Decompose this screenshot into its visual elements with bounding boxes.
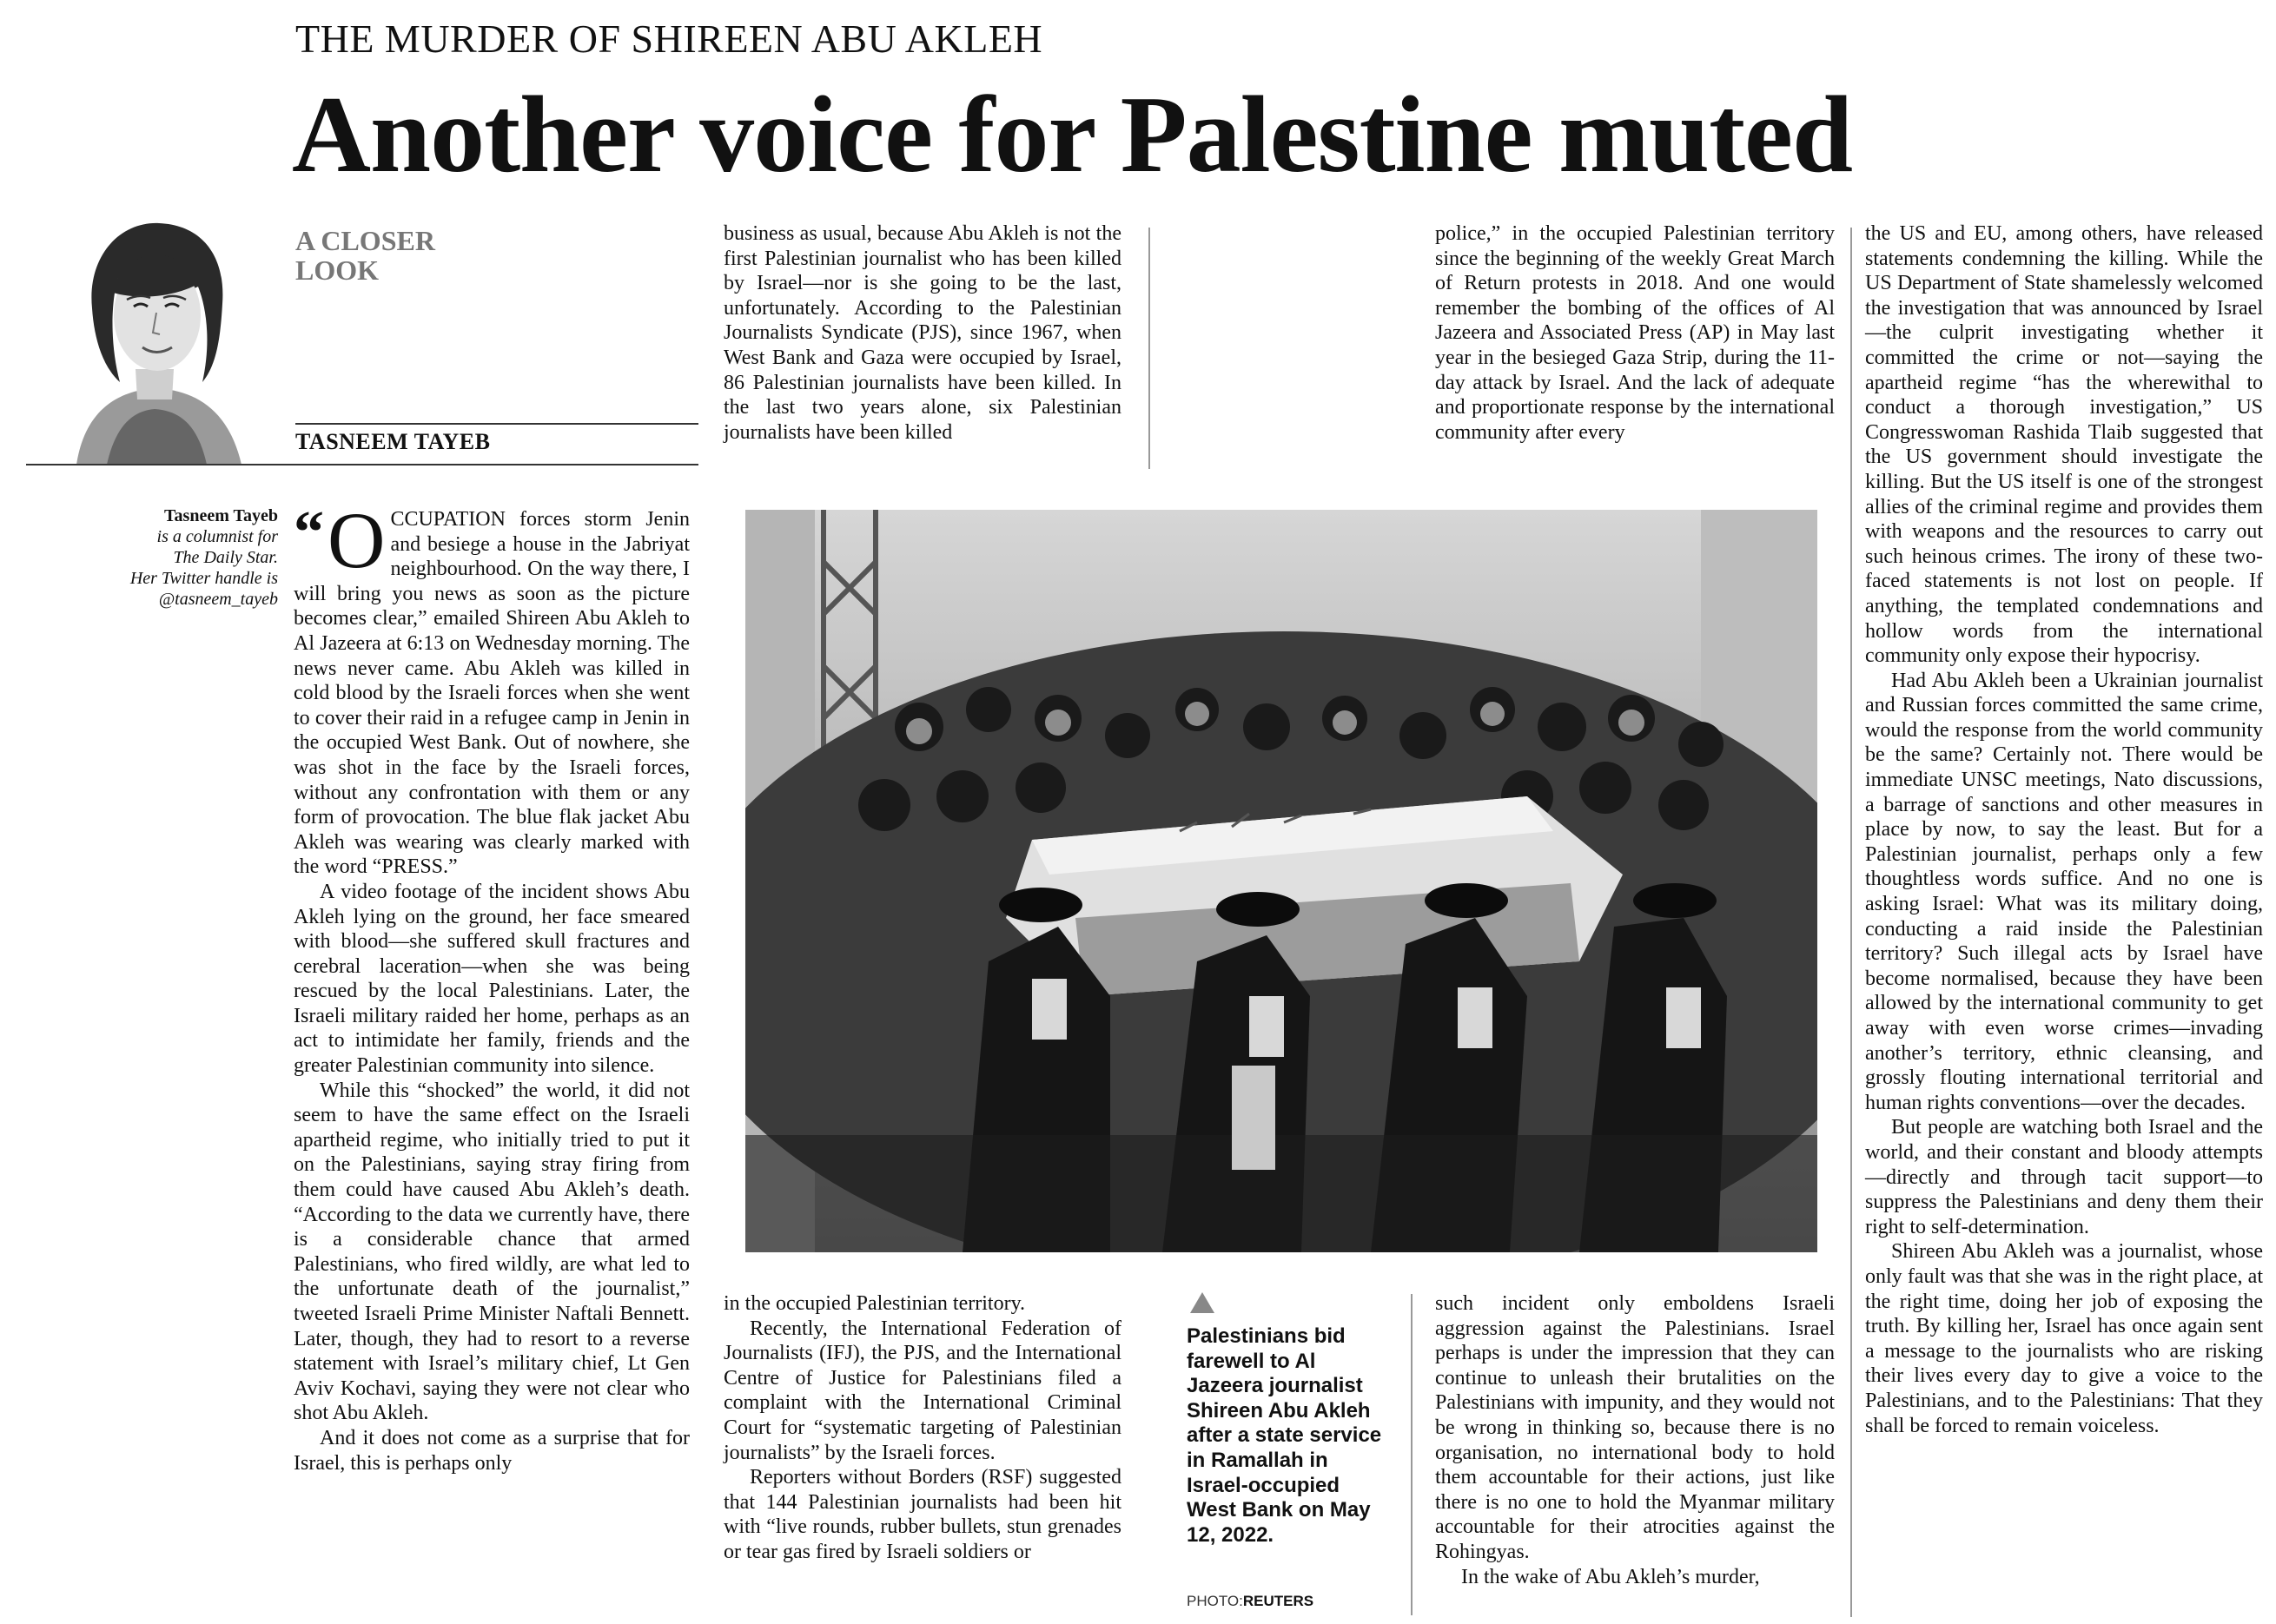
photo-caption: Palestinians bid farewell to Al Jazeera journalist Shireen Abu Akleh after a state service in Ramallah in Israel-occupied West Bank on May 12, 2022.	[1187, 1324, 1382, 1547]
headline: Another voice for Palestine muted	[292, 75, 1853, 195]
bio-line-2: The Daily Star.	[173, 548, 278, 567]
author-byline: TASNEEM TAYEB	[295, 429, 491, 454]
dropcap-letter: O	[328, 496, 386, 584]
section-label	[295, 226, 435, 285]
bio-name: Tasneem Tayeb	[164, 506, 278, 525]
column-4-top	[1435, 221, 1835, 445]
col5-paragraph-3: But people are watching both Israel and the world, and their constant and bloody attempts—directly and through tacit support—to suppress the Palestinians and deny them their right to self-determination.	[1865, 1116, 2263, 1238]
column-2-bottom	[724, 1291, 1121, 1565]
col2-bottom-paragraph-1: in the occupied Palestinian territory.	[724, 1292, 1026, 1315]
col2-bottom-paragraph-2: Recently, the International Federation of Journalists (IFJ), the PJS, and the International Centre of Justice for Palestinians filed a complaint with the International Criminal Court for “systematic targeting of Palestinian journalists” by the Israeli forces.	[724, 1317, 1121, 1464]
column-1	[294, 496, 690, 1475]
section-label-line-1: A CLOSER	[295, 225, 435, 256]
col5-paragraph-1: the US and EU, among others, have released statements condemning the killing. While the US Department of State shamelessly welcomed the investigation that was announced by Israel—the culprit investigating whether it committed the crime or not—saying the apartheid regime “has the wherewithal to conduct a thorough investigation,” US Congresswoman Rashida Tlaib suggested that the US government should investigate the killing. But the US itself is one of the strongest allies of the criminal regime and provides them with weapons and the resources to carry out such heinous crimes. The irony of these two-faced statements is not lost on people. If anything, the templated condemnations and hollow words from the international community only expose their hypocrisy.	[1865, 222, 2263, 668]
section-label-line-2: LOOK	[295, 254, 380, 286]
photo-credit-prefix: PHOTO:	[1187, 1593, 1243, 1609]
caption-triangle-icon	[1190, 1292, 1214, 1313]
photo-credit	[1187, 1593, 1313, 1610]
column-5	[1865, 221, 2263, 1438]
photo-credit-source: REUTERS	[1242, 1593, 1314, 1609]
column-4-bottom	[1435, 1291, 1835, 1589]
col4-bottom-paragraph-2: In the wake of Abu Akleh’s murder,	[1461, 1565, 1760, 1588]
funeral-photo	[745, 510, 1817, 1252]
col2-bottom-paragraph-3: Reporters without Borders (RSF) suggested that 144 Palestinian journalists had been hit with “live rounds, rubber bullets, stun grenades or tear gas fired by Israeli soldiers or	[724, 1466, 1121, 1563]
column-divider-right	[1850, 228, 1852, 1617]
header-divider	[26, 464, 698, 465]
column-2-top	[724, 221, 1121, 445]
col1-paragraph-4: And it does not come as a surprise that for Israel, this is perhaps only	[294, 1426, 690, 1475]
col1-paragraph-2: A video footage of the incident shows Abu Akleh lying on the ground, her face smeared with blood—she suffered skull fractures and cerebral laceration—when she was being rescued by the local Palestinians. Later, the Israeli military raided her home, perhaps as an act to intimidate her family, friends and the greater Palestinian community into silence.	[294, 880, 690, 1078]
column-divider-bottom	[1411, 1294, 1413, 1615]
col1-paragraph-1-text: CCUPATION forces storm Jenin and besiege a house in the Jabriyat neighbourhood. On the way there, I will bring you news as soon as the picture becomes clear,” emailed Shireen Abu Akleh to Al Jazeera at 6:13 on Wednesday morning. The news never came. Abu Akleh was killed in cold blood by the Israeli forces when she went to cover their raid in a refugee camp in Jenin in the occupied West Bank. Out of nowhere, she was shot in the face by the Israeli forces, without any confrontation with them or any form of provocation. The blue flak jacket Abu Akleh was wearing was clearly marked with the word “PRESS.”	[294, 508, 690, 879]
column-divider-top	[1148, 228, 1150, 469]
col4-bottom-paragraph-1: such incident only emboldens Israeli aggression against the Palestinians. Israel perhaps is under the impression that they can continue to unleash their brutalities on the Palestinians with impunity, and they would not be wrong in thinking so, because there is no organisation, no international body to hold them accountable for their actions, just like there is no one to hold the Myanmar military accountable for their atrocities against the Rohingyas.	[1435, 1292, 1835, 1563]
col2-top-paragraph: business as usual, because Abu Akleh is not the first Palestinian journalist who has been killed by Israel—nor is she going to be the last, unfortunately. According to the Palestinian Journalists Syndicate (PJS), since 1967, when West Bank and Gaza were occupied by Israel, 86 Palestinian journalists have been killed. In the last two years alone, six Palestinian journalists have been killed	[724, 222, 1121, 444]
col4-top-paragraph: police,” in the occupied Palestinian territory since the beginning of the weekly Great March of Return protests in 2018. And one would remember the bombing of the offices of Al Jazeera and Associated Press (AP) in May last year in the besieged Gaza Strip, during the 11-day attack by Israel. And the lack of adequate and proportionate response by the international community after every	[1435, 222, 1835, 444]
author-portrait	[24, 204, 285, 465]
bio-line-3: Her Twitter handle is	[129, 569, 278, 588]
kicker: THE MURDER OF SHIREEN ABU AKLEH	[295, 17, 1043, 61]
bio-line-1: is a columnist for	[156, 527, 278, 546]
author-rule	[295, 423, 698, 425]
dropcap-quote: “	[294, 499, 324, 566]
col1-paragraph-1	[294, 496, 690, 880]
author-bio	[87, 505, 278, 610]
col5-paragraph-2: Had Abu Akleh been a Ukrainian journalist and Russian forces committed the same crime, would the response from the world community be the same? Certainly not. There would be immediate UNSC meetings, Nato discussions, a barrage of sanctions and other measures in place by now, to say the least. But for a Palestinian journalist, perhaps only a few thoughtless words suffice. And no one is asking Israel: What was its military doing, conducting a raid inside the Palestinian territory? Such illegal acts by Israel have become normalised, because they have been allowed by the international community to get away with even worse crimes—invading another’s territory, ethnic cleansing, and grossly flouting international territorial and human rights conventions—over the decades.	[1865, 669, 2263, 1114]
col1-paragraph-3: While this “shocked” the world, it did not seem to have the same effect on the Israeli apartheid regime, who initially tried to put it on the Palestinians, saying stray firing from them could have caused Abu Akleh’s death. “According to the data we currently have, there is a considerable chance that armed Palestinians, who fired wildly, are what led to the unfortunate death of the journalist,” tweeted Israeli Prime Minister Naftali Bennett. Later, though, they had to resort to a reverse statement with Israel’s military chief, Lt Gen Aviv Kochavi, saying they were not clear who shot Abu Akleh.	[294, 1079, 690, 1425]
bio-line-4: @tasneem_tayeb	[158, 590, 278, 609]
col5-paragraph-4: Shireen Abu Akleh was a journalist, whose only fault was that she was in the right place, at the right time, doing her job of exposing the truth. By killing her, Israel has once again sent a message to the journalists who are risking their lives every day to give a voice to the Palestinians, and to the Palestinians: That they shall be forced to remain voiceless.	[1865, 1240, 2263, 1437]
